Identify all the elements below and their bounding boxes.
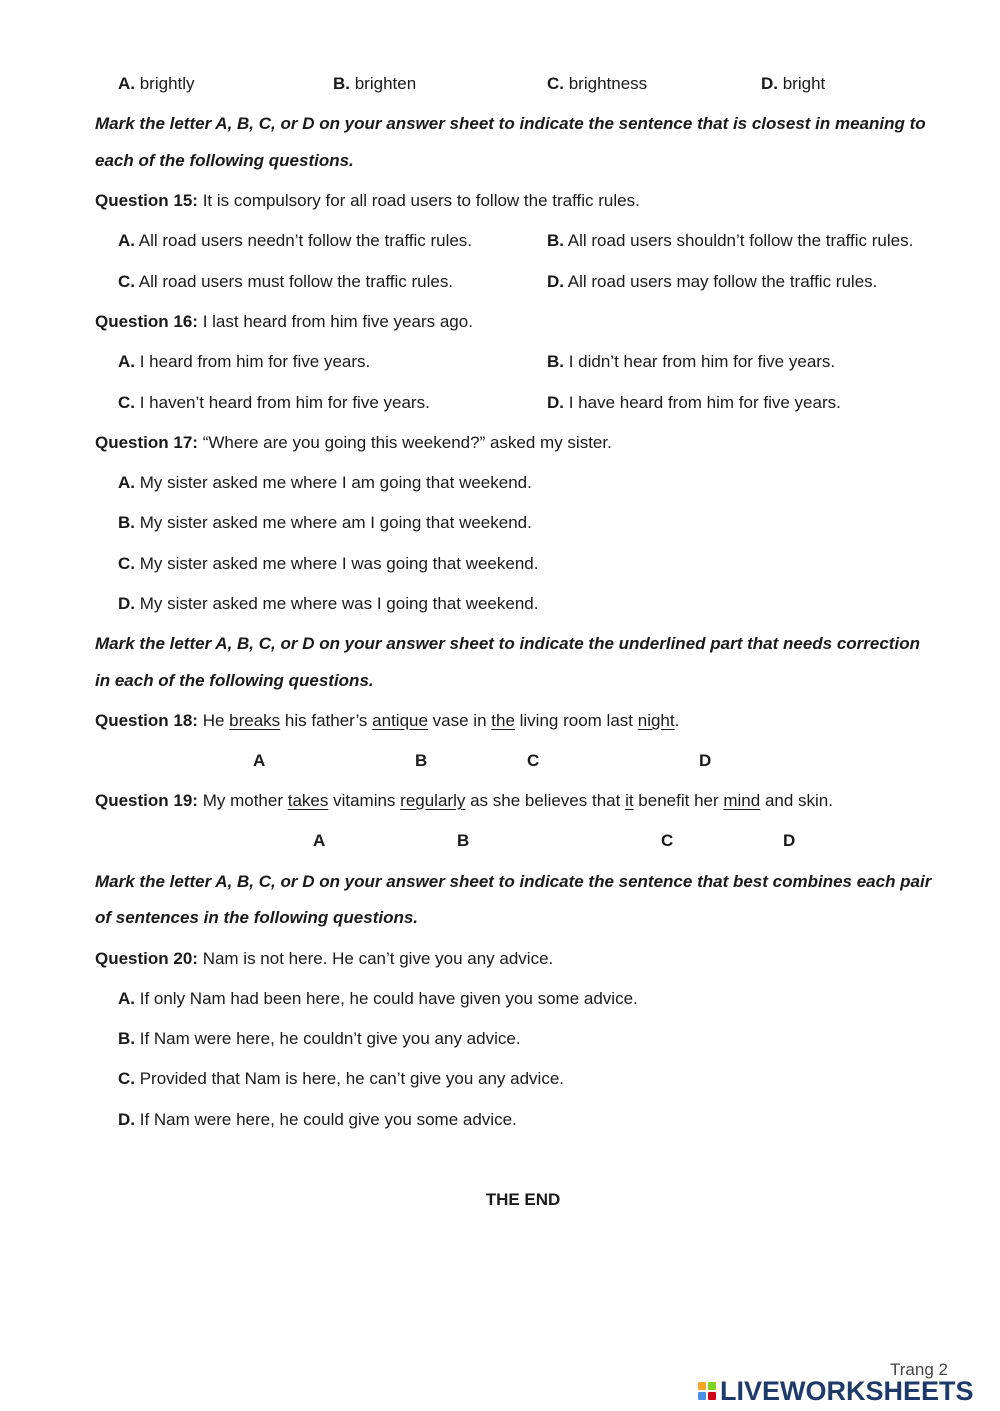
page-number: Trang 2: [890, 1360, 948, 1379]
q15-option-c: C. All road users must follow the traffic rules.: [118, 272, 454, 291]
underlined-part-a: takes: [287, 791, 329, 810]
the-end-heading: THE END: [485, 1190, 561, 1209]
liveworksheets-logo-icon: [698, 1382, 716, 1400]
underlined-part-a: breaks: [229, 711, 281, 730]
question-15: Question 15: It is compulsory for all road users to follow the traffic rules.: [95, 191, 640, 210]
instruction-combine-sentences: Mark the letter A, B, C, or D on your answer sheet to indicate the sentence that best combines each pair: [95, 872, 932, 891]
underlined-part-d: mind: [723, 791, 761, 810]
q16-option-d: D. I have heard from him for five years.: [547, 393, 841, 412]
q15-option-b: B. All road users shouldn’t follow the traffic rules.: [547, 231, 914, 250]
q18-label-b: B: [415, 751, 428, 770]
question-19: Question 19: My mother takes vitamins regularly as she believes that it benefit her mind and skin.: [95, 791, 833, 810]
instruction-closest-meaning: Mark the letter A, B, C, or D on your answer sheet to indicate the sentence that is closest in meaning to: [95, 114, 926, 133]
underlined-part-d: night: [637, 711, 675, 730]
q15-option-a: A. All road users needn’t follow the traffic rules.: [118, 231, 473, 250]
question-18: Question 18: He breaks his father’s antique vase in the living room last night.: [95, 711, 680, 730]
q17-option-c: C. My sister asked me where I was going that weekend.: [118, 554, 539, 573]
q18-label-c: C: [527, 751, 540, 770]
question-17: Question 17: “Where are you going this weekend?” asked my sister.: [95, 433, 612, 452]
q14-option-b: B. brighten: [333, 74, 417, 93]
logo-square: [698, 1382, 706, 1390]
q20-option-a: A. If only Nam had been here, he could have given you some advice.: [118, 989, 638, 1008]
q16-option-a: A. I heard from him for five years.: [118, 352, 371, 371]
q14-option-c: C. brightness: [547, 74, 648, 93]
q18-label-a: A: [253, 751, 266, 770]
q19-label-a: A: [313, 831, 326, 850]
underlined-part-c: it: [625, 791, 634, 810]
liveworksheets-logo[interactable]: [698, 1376, 974, 1406]
q20-option-d: D. If Nam were here, he could give you some advice.: [118, 1110, 517, 1129]
q19-label-b: B: [457, 831, 470, 850]
q19-label-d: D: [783, 831, 796, 850]
q17-option-d: D. My sister asked me where was I going that weekend.: [118, 594, 539, 613]
q17-option-a: A. My sister asked me where I am going that weekend.: [118, 473, 532, 492]
instruction-error-correction-cont: in each of the following questions.: [95, 671, 374, 690]
q19-label-c: C: [661, 831, 674, 850]
instruction-combine-sentences-cont: of sentences in the following questions.: [95, 908, 419, 927]
logo-square: [708, 1392, 716, 1400]
underlined-part-b: regularly: [400, 791, 466, 810]
q18-label-d: D: [699, 751, 712, 770]
q14-option-d: D. bright: [761, 74, 826, 93]
q17-option-b: B. My sister asked me where am I going that weekend.: [118, 513, 532, 532]
instruction-closest-meaning-cont: each of the following questions.: [95, 151, 354, 170]
underlined-part-c: the: [491, 711, 515, 730]
question-16: Question 16: I last heard from him five years ago.: [95, 312, 473, 331]
logo-square: [708, 1382, 716, 1390]
q20-option-c: C. Provided that Nam is here, he can’t give you any advice.: [118, 1069, 565, 1088]
underlined-part-b: antique: [372, 711, 428, 730]
instruction-error-correction: Mark the letter A, B, C, or D on your answer sheet to indicate the underlined part that needs correction: [95, 634, 920, 653]
q15-option-d: D. All road users may follow the traffic rules.: [547, 272, 878, 291]
q16-option-c: C. I haven’t heard from him for five years.: [118, 393, 430, 412]
q20-option-b: B. If Nam were here, he couldn’t give you any advice.: [118, 1029, 521, 1048]
question-20: Question 20: Nam is not here. He can’t give you any advice.: [95, 949, 554, 968]
q14-option-a: A. brightly: [118, 74, 195, 93]
logo-square: [698, 1392, 706, 1400]
logo-text: LIVEWORKSHEETS: [720, 1375, 974, 1406]
q16-option-b: B. I didn’t hear from him for five years.: [547, 352, 836, 371]
